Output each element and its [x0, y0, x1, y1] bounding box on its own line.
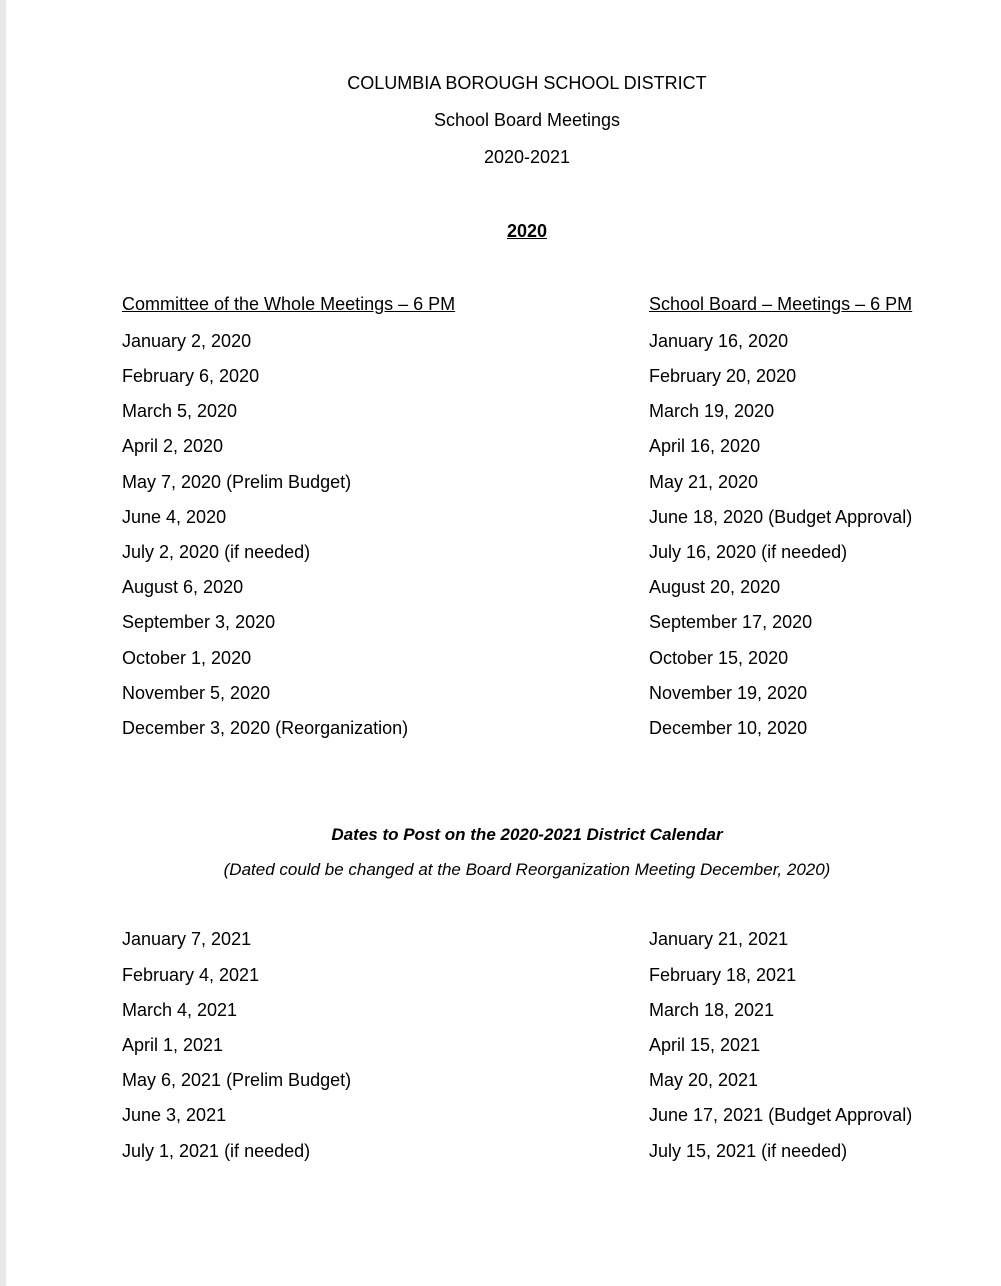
board-date-row: May 21, 2020 — [649, 472, 759, 492]
document-subtitle: School Board Meetings — [433, 110, 621, 130]
board-2021-date-row: May 20, 2021 — [649, 1070, 759, 1090]
committee-date-row: July 2, 2020 (if needed) — [122, 542, 311, 562]
committee-date-row: September 3, 2020 — [122, 612, 276, 632]
calendar-section-heading — [6, 823, 1001, 846]
committee-date-row: May 7, 2020 (Prelim Budget) — [122, 472, 352, 492]
committee-2021-date-row: June 3, 2021 — [122, 1105, 227, 1125]
board-date-row: February 20, 2020 — [649, 366, 797, 386]
committee-2021-date-row: May 6, 2021 (Prelim Budget) — [122, 1070, 352, 1090]
board-2021-date-row: February 18, 2021 — [649, 965, 797, 985]
board-column-header: School Board – Meetings – 6 PM — [649, 294, 913, 314]
board-2021-date-row: July 15, 2021 (if needed) — [649, 1141, 848, 1161]
board-date-row: July 16, 2020 (if needed) — [649, 542, 848, 562]
committee-2021-date-row: February 4, 2021 — [122, 965, 260, 985]
board-date-row: June 18, 2020 (Budget Approval) — [649, 507, 913, 527]
calendar-section-heading-text: Dates to Post on the 2020-2021 District Calendar — [331, 825, 723, 844]
committee-date-row: February 6, 2020 — [122, 366, 260, 386]
district-title: COLUMBIA BOROUGH SCHOOL DISTRICT — [347, 73, 707, 93]
board-date-row: December 10, 2020 — [649, 718, 808, 738]
committee-date-row: June 4, 2020 — [122, 507, 227, 527]
committee-2021-date-row: July 1, 2021 (if needed) — [122, 1141, 311, 1161]
committee-2021-date-row: January 7, 2021 — [122, 929, 252, 949]
committee-date-row: December 3, 2020 (Reorganization) — [122, 718, 409, 738]
board-date-row: March 19, 2020 — [649, 401, 775, 421]
committee-date-row: October 1, 2020 — [122, 648, 252, 668]
board-2021-date-row: April 15, 2021 — [649, 1035, 761, 1055]
school-year: 2020-2021 — [483, 147, 571, 167]
board-date-row: October 15, 2020 — [649, 648, 789, 668]
board-date-row: September 17, 2020 — [649, 612, 813, 632]
committee-column-header: Committee of the Whole Meetings – 6 PM — [122, 294, 456, 314]
board-date-row: April 16, 2020 — [649, 436, 761, 456]
committee-2021-date-row: April 1, 2021 — [122, 1035, 224, 1055]
board-2021-date-row: January 21, 2021 — [649, 929, 789, 949]
committee-2021-date-row: March 4, 2021 — [122, 1000, 238, 1020]
board-date-row: November 19, 2020 — [649, 683, 808, 703]
board-date-row: January 16, 2020 — [649, 331, 789, 351]
calendar-section-note — [6, 858, 1001, 881]
year-heading-2020 — [6, 220, 1001, 242]
calendar-section-note-text: (Dated could be changed at the Board Reorganization Meeting December, 2020) — [223, 860, 831, 879]
committee-date-row: November 5, 2020 — [122, 683, 271, 703]
year-heading-text: 2020 — [506, 221, 548, 241]
board-2021-date-row: March 18, 2021 — [649, 1000, 775, 1020]
committee-date-row: March 5, 2020 — [122, 401, 238, 421]
committee-date-row: January 2, 2020 — [122, 331, 252, 351]
board-date-row: August 20, 2020 — [649, 577, 781, 597]
committee-date-row: April 2, 2020 — [122, 436, 224, 456]
document-page — [6, 0, 1001, 1286]
board-2021-date-row: June 17, 2021 (Budget Approval) — [649, 1105, 913, 1125]
committee-date-row: August 6, 2020 — [122, 577, 244, 597]
